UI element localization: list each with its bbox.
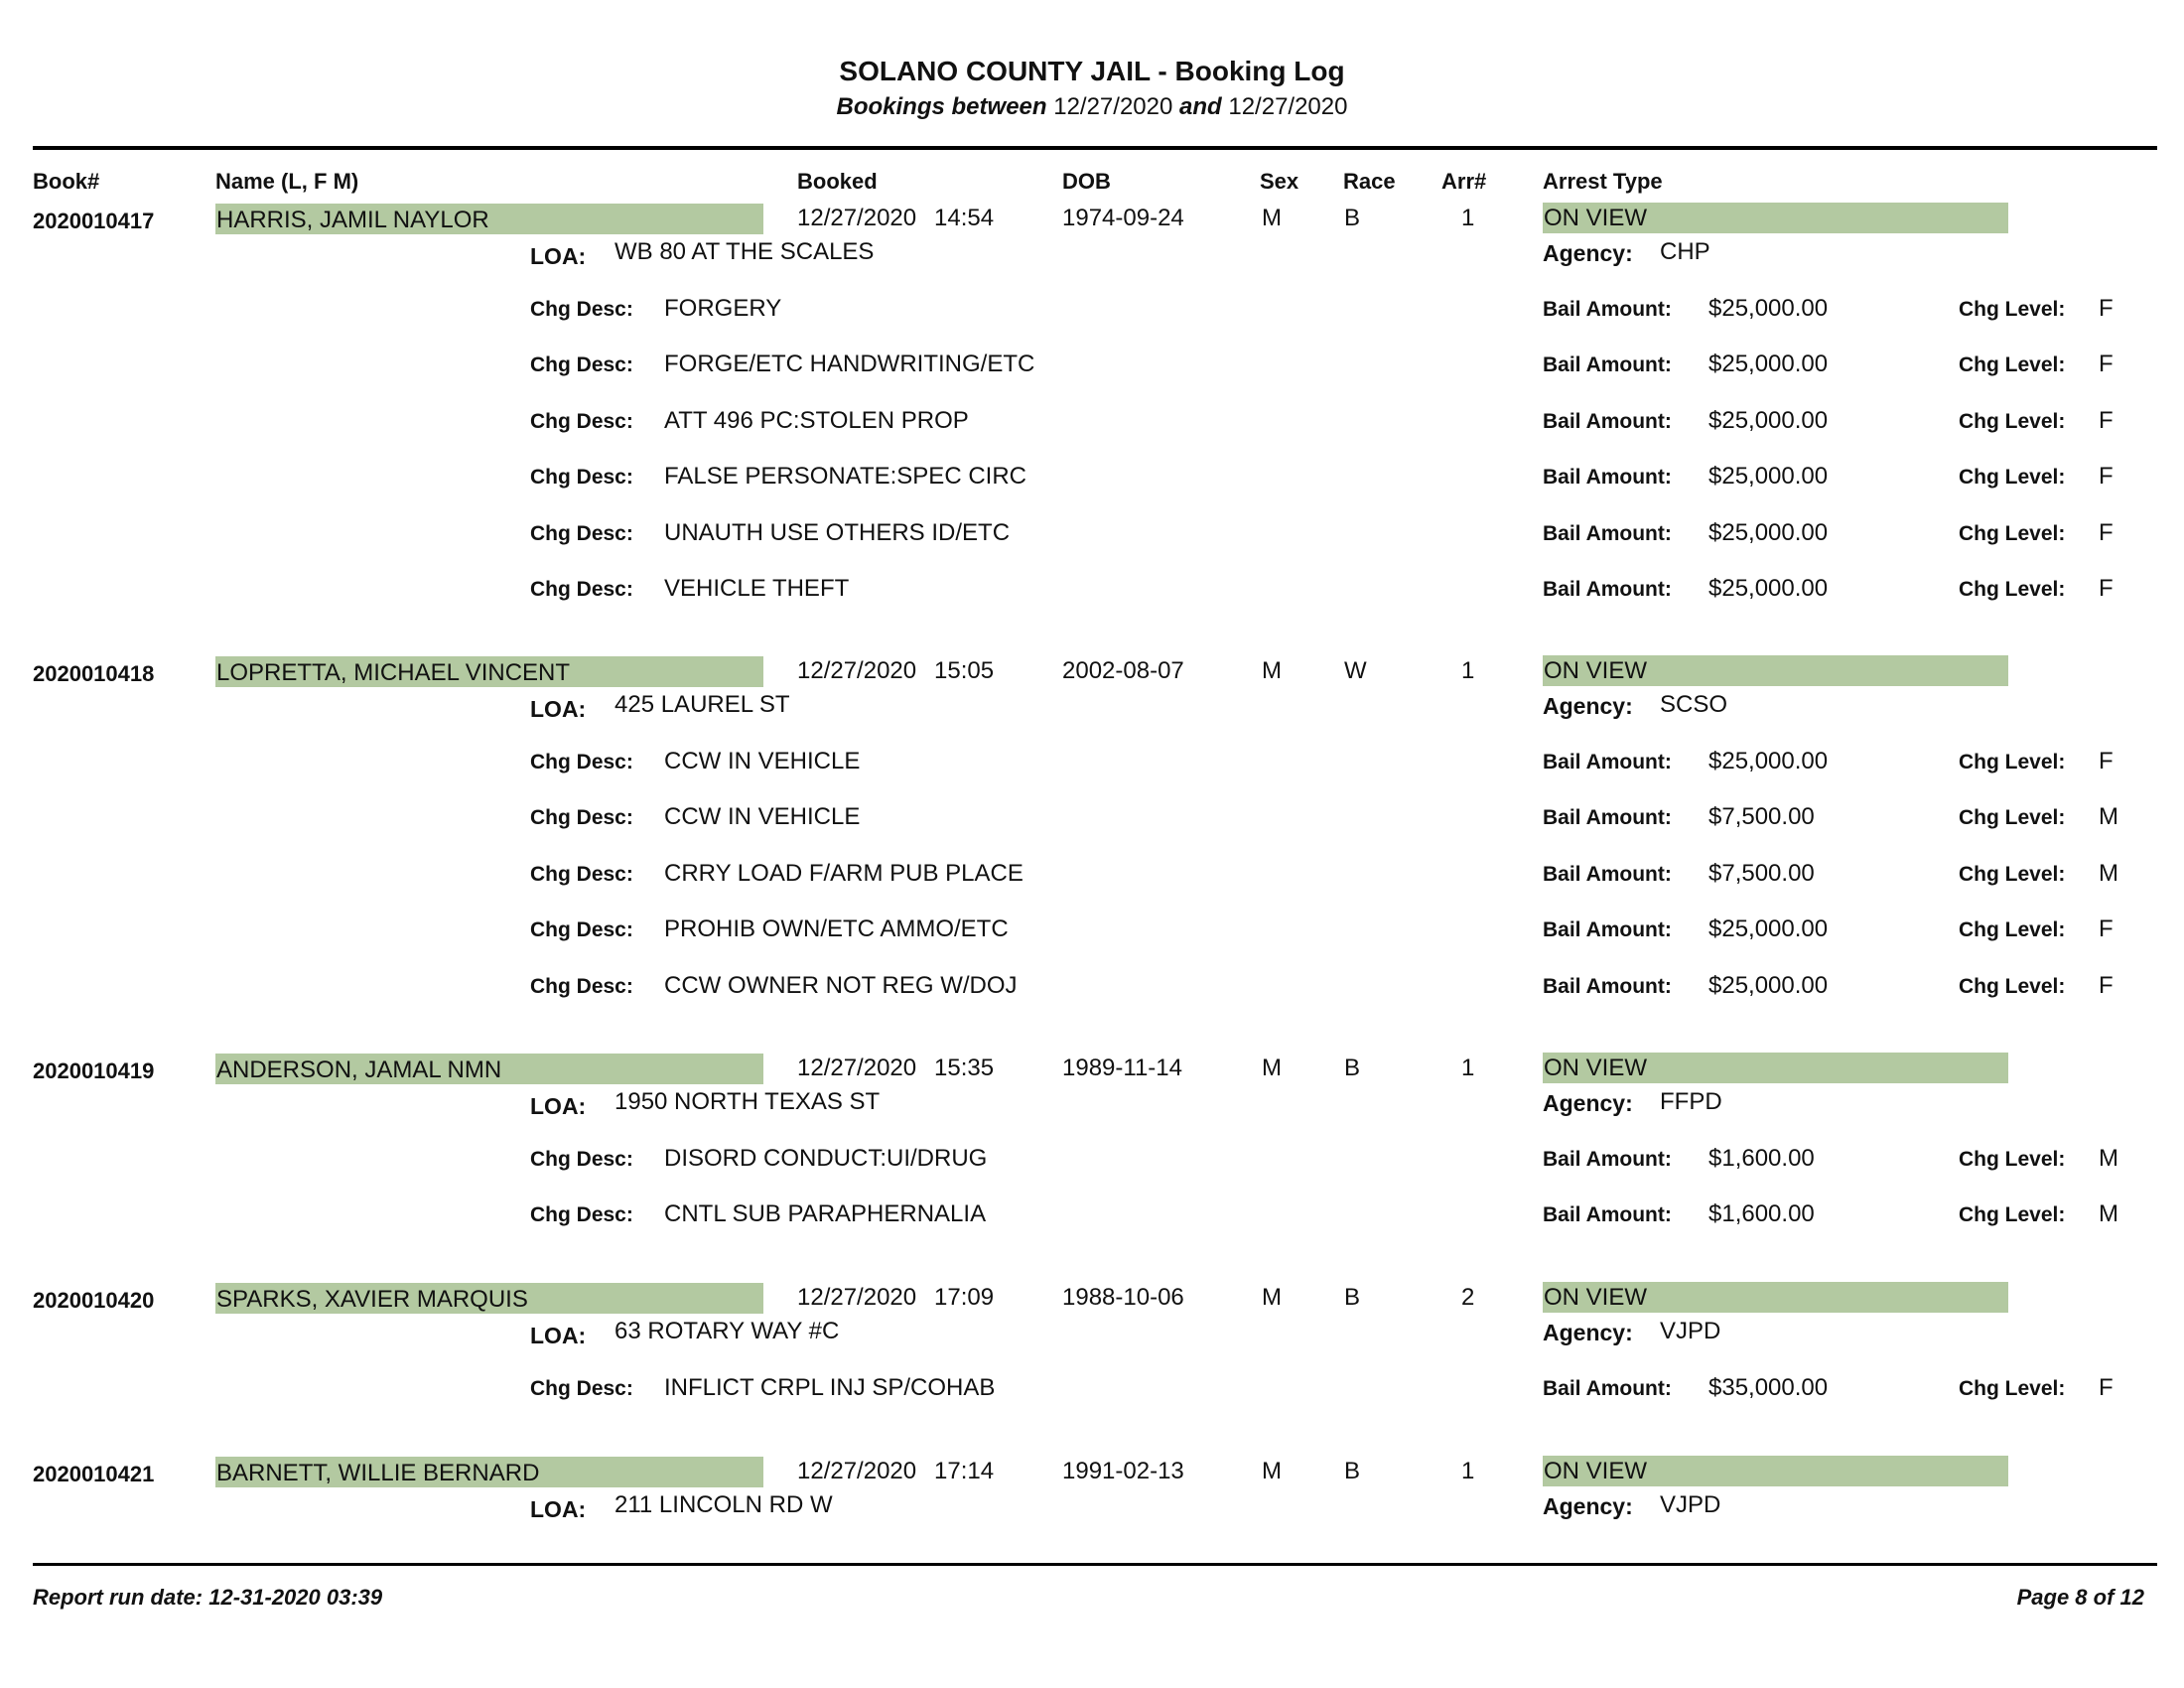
chg-desc-value: CNTL SUB PARAPHERNALIA — [664, 1200, 987, 1227]
col-header-arrest-type: Arrest Type — [1543, 169, 1663, 194]
bail-amount-value: $1,600.00 — [1708, 1145, 1815, 1172]
col-header-booked: Booked — [797, 169, 878, 194]
chg-level-label: Chg Level: — [1959, 1377, 2066, 1400]
chg-level-label: Chg Level: — [1959, 751, 2066, 774]
bail-amount-value: $25,000.00 — [1708, 915, 1829, 942]
chg-desc-value: CCW OWNER NOT REG W/DOJ — [664, 972, 1018, 999]
chg-level-value: F — [2099, 748, 2114, 774]
chg-level-label: Chg Level: — [1959, 578, 2066, 601]
loa-label: LOA: — [530, 243, 587, 269]
chg-desc-label: Chg Desc: — [530, 466, 633, 489]
chg-level-value: F — [2099, 295, 2114, 322]
chg-desc-label: Chg Desc: — [530, 863, 633, 886]
chg-desc-label: Chg Desc: — [530, 522, 633, 545]
chg-desc-label: Chg Desc: — [530, 751, 633, 774]
race: B — [1344, 1458, 1361, 1484]
agency-label: Agency: — [1543, 240, 1633, 266]
bail-amount-value: $25,000.00 — [1708, 575, 1829, 602]
loa-value: WB 80 AT THE SCALES — [614, 238, 875, 265]
arrest-type: ON VIEW — [1544, 205, 1648, 231]
arrest-number: 1 — [1461, 657, 1475, 684]
dob: 1989-11-14 — [1062, 1055, 1182, 1081]
report-run-date: Report run date: 12-31-2020 03:39 — [33, 1585, 383, 1610]
chg-desc-label: Chg Desc: — [530, 298, 633, 321]
chg-level-label: Chg Level: — [1959, 522, 2066, 545]
chg-level-label: Chg Level: — [1959, 353, 2066, 376]
dob: 2002-08-07 — [1062, 657, 1184, 684]
agency-value: VJPD — [1660, 1318, 1721, 1344]
footer-rule — [33, 1563, 2157, 1566]
book-number: 2020010421 — [33, 1462, 155, 1486]
inmate-name: HARRIS, JAMIL NAYLOR — [216, 207, 489, 233]
race: W — [1344, 657, 1367, 684]
chg-desc-value: UNAUTH USE OTHERS ID/ETC — [664, 519, 1011, 546]
chg-level-value: M — [2099, 803, 2118, 830]
chg-desc-label: Chg Desc: — [530, 918, 633, 941]
booked-time: 14:54 — [934, 205, 995, 231]
bail-amount-label: Bail Amount: — [1543, 353, 1672, 376]
book-number: 2020010419 — [33, 1058, 155, 1083]
bail-amount-label: Bail Amount: — [1543, 578, 1672, 601]
race: B — [1344, 1055, 1361, 1081]
col-header-race: Race — [1343, 169, 1396, 194]
chg-level-value: F — [2099, 972, 2114, 999]
agency-value: CHP — [1660, 238, 1710, 265]
booked-date: 12/27/2020 — [797, 205, 917, 231]
bail-amount-label: Bail Amount: — [1543, 410, 1672, 433]
booked-time: 17:14 — [934, 1458, 995, 1484]
booked-date: 12/27/2020 — [797, 1458, 917, 1484]
bail-amount-value: $25,000.00 — [1708, 519, 1829, 546]
book-number: 2020010418 — [33, 661, 155, 686]
chg-desc-label: Chg Desc: — [530, 1148, 633, 1171]
bail-amount-value: $25,000.00 — [1708, 407, 1829, 434]
bail-amount-label: Bail Amount: — [1543, 1148, 1672, 1171]
bail-amount-label: Bail Amount: — [1543, 863, 1672, 886]
agency-label: Agency: — [1543, 1493, 1633, 1519]
sex: M — [1262, 1458, 1282, 1484]
bail-amount-value: $35,000.00 — [1708, 1374, 1829, 1401]
bail-amount-value: $25,000.00 — [1708, 351, 1829, 377]
chg-level-label: Chg Level: — [1959, 298, 2066, 321]
col-header-sex: Sex — [1260, 169, 1299, 194]
chg-level-value: F — [2099, 519, 2114, 546]
arrest-type: ON VIEW — [1544, 1458, 1648, 1484]
bail-amount-label: Bail Amount: — [1543, 466, 1672, 489]
dob: 1974-09-24 — [1062, 205, 1184, 231]
chg-desc-label: Chg Desc: — [530, 975, 633, 998]
agency-value: SCSO — [1660, 691, 1728, 718]
booked-time: 15:35 — [934, 1055, 995, 1081]
booked-date: 12/27/2020 — [797, 657, 917, 684]
report-subtitle — [0, 93, 2184, 121]
chg-level-value: M — [2099, 1145, 2118, 1172]
chg-desc-value: INFLICT CRPL INJ SP/COHAB — [664, 1374, 996, 1401]
chg-desc-value: VEHICLE THEFT — [664, 575, 850, 602]
col-header-arr: Arr# — [1441, 169, 1487, 194]
loa-label: LOA: — [530, 1323, 587, 1348]
loa-label: LOA: — [530, 1093, 587, 1119]
col-header-dob: DOB — [1062, 169, 1111, 194]
inmate-name: BARNETT, WILLIE BERNARD — [216, 1460, 540, 1486]
race: B — [1344, 1284, 1361, 1311]
sex: M — [1262, 1055, 1282, 1081]
arrest-number: 1 — [1461, 1055, 1475, 1081]
arrest-type: ON VIEW — [1544, 657, 1648, 684]
chg-level-label: Chg Level: — [1959, 863, 2066, 886]
agency-value: VJPD — [1660, 1491, 1721, 1518]
chg-level-value: F — [2099, 407, 2114, 434]
loa-value: 211 LINCOLN RD W — [614, 1491, 833, 1518]
book-number: 2020010420 — [33, 1288, 155, 1313]
loa-value: 1950 NORTH TEXAS ST — [614, 1088, 881, 1115]
booked-time: 17:09 — [934, 1284, 995, 1311]
page-number: Page 8 of 12 — [2016, 1585, 2144, 1610]
chg-level-label: Chg Level: — [1959, 466, 2066, 489]
arrest-number: 1 — [1461, 1458, 1475, 1484]
bail-amount-label: Bail Amount: — [1543, 522, 1672, 545]
col-header-book: Book# — [33, 169, 100, 194]
chg-level-value: F — [2099, 351, 2114, 377]
loa-label: LOA: — [530, 696, 587, 722]
loa-value: 63 ROTARY WAY #C — [614, 1318, 840, 1344]
sex: M — [1262, 205, 1282, 231]
inmate-name: SPARKS, XAVIER MARQUIS — [216, 1286, 528, 1313]
col-header-name: Name (L, F M) — [215, 169, 359, 194]
loa-value: 425 LAUREL ST — [614, 691, 790, 718]
inmate-name: ANDERSON, JAMAL NMN — [216, 1056, 502, 1083]
dob: 1988-10-06 — [1062, 1284, 1184, 1311]
report-title: SOLANO COUNTY JAIL - Booking Log — [839, 56, 1345, 86]
chg-level-value: F — [2099, 575, 2114, 602]
bail-amount-value: $7,500.00 — [1708, 803, 1815, 830]
agency-label: Agency: — [1543, 1090, 1633, 1116]
chg-level-value: M — [2099, 860, 2118, 887]
arrest-type: ON VIEW — [1544, 1284, 1648, 1311]
chg-level-value: F — [2099, 1374, 2114, 1401]
chg-level-value: M — [2099, 1200, 2118, 1227]
bail-amount-label: Bail Amount: — [1543, 975, 1672, 998]
date-to: 12/27/2020 — [1228, 93, 1348, 120]
bail-amount-label: Bail Amount: — [1543, 918, 1672, 941]
chg-level-value: F — [2099, 915, 2114, 942]
chg-desc-label: Chg Desc: — [530, 353, 633, 376]
dob: 1991-02-13 — [1062, 1458, 1184, 1484]
loa-label: LOA: — [530, 1496, 587, 1522]
bail-amount-label: Bail Amount: — [1543, 806, 1672, 829]
chg-level-value: F — [2099, 463, 2114, 490]
booked-date: 12/27/2020 — [797, 1284, 917, 1311]
chg-desc-label: Chg Desc: — [530, 578, 633, 601]
arrest-number: 2 — [1461, 1284, 1475, 1311]
bail-amount-value: $25,000.00 — [1708, 463, 1829, 490]
chg-level-label: Chg Level: — [1959, 806, 2066, 829]
chg-desc-label: Chg Desc: — [530, 1203, 633, 1226]
chg-desc-value: CRRY LOAD F/ARM PUB PLACE — [664, 860, 1024, 887]
bail-amount-label: Bail Amount: — [1543, 298, 1672, 321]
subtitle-prefix: Bookings between — [836, 93, 1047, 120]
agency-label: Agency: — [1543, 1320, 1633, 1345]
booked-time: 15:05 — [934, 657, 995, 684]
sex: M — [1262, 657, 1282, 684]
bail-amount-value: $7,500.00 — [1708, 860, 1815, 887]
chg-desc-value: ATT 496 PC:STOLEN PROP — [664, 407, 969, 434]
arrest-number: 1 — [1461, 205, 1475, 231]
bail-amount-label: Bail Amount: — [1543, 751, 1672, 774]
bail-amount-value: $25,000.00 — [1708, 748, 1829, 774]
booked-date: 12/27/2020 — [797, 1055, 917, 1081]
chg-desc-value: CCW IN VEHICLE — [664, 803, 861, 830]
chg-desc-value: FORGERY — [664, 295, 782, 322]
chg-desc-label: Chg Desc: — [530, 410, 633, 433]
agency-value: FFPD — [1660, 1088, 1722, 1115]
chg-desc-label: Chg Desc: — [530, 1377, 633, 1400]
bail-amount-label: Bail Amount: — [1543, 1203, 1672, 1226]
inmate-name: LOPRETTA, MICHAEL VINCENT — [216, 659, 571, 686]
race: B — [1344, 205, 1361, 231]
chg-desc-value: FORGE/ETC HANDWRITING/ETC — [664, 351, 1035, 377]
date-from: 12/27/2020 — [1053, 93, 1173, 120]
chg-level-label: Chg Level: — [1959, 918, 2066, 941]
sex: M — [1262, 1284, 1282, 1311]
bail-amount-value: $1,600.00 — [1708, 1200, 1815, 1227]
chg-desc-label: Chg Desc: — [530, 806, 633, 829]
chg-level-label: Chg Level: — [1959, 1203, 2066, 1226]
chg-level-label: Chg Level: — [1959, 975, 2066, 998]
header-rule — [33, 146, 2157, 150]
agency-label: Agency: — [1543, 693, 1633, 719]
chg-level-label: Chg Level: — [1959, 1148, 2066, 1171]
chg-desc-value: FALSE PERSONATE:SPEC CIRC — [664, 463, 1026, 490]
arrest-type: ON VIEW — [1544, 1055, 1648, 1081]
chg-desc-value: PROHIB OWN/ETC AMMO/ETC — [664, 915, 1009, 942]
bail-amount-value: $25,000.00 — [1708, 295, 1829, 322]
bail-amount-value: $25,000.00 — [1708, 972, 1829, 999]
chg-level-label: Chg Level: — [1959, 410, 2066, 433]
bail-amount-label: Bail Amount: — [1543, 1377, 1672, 1400]
book-number: 2020010417 — [33, 209, 155, 233]
subtitle-and: and — [1179, 93, 1222, 120]
chg-desc-value: DISORD CONDUCT:UI/DRUG — [664, 1145, 988, 1172]
chg-desc-value: CCW IN VEHICLE — [664, 748, 861, 774]
